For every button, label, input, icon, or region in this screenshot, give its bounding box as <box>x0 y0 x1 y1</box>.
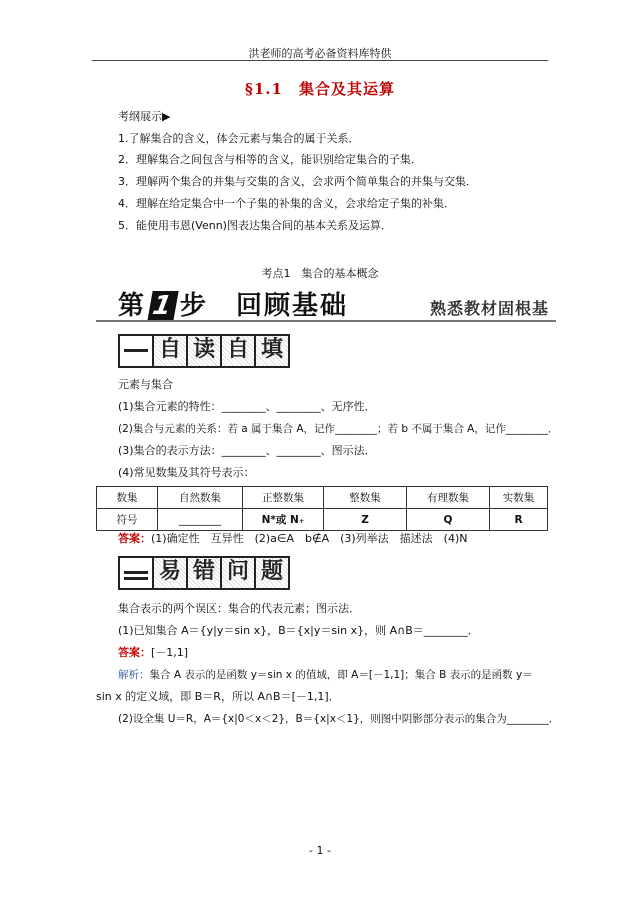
answer-label: 答案： <box>118 532 151 545</box>
section2-dash <box>124 571 148 574</box>
self-read-heading: 元素与集合 <box>118 378 173 391</box>
page-header: 洪老师的高考必备资料库特供 <box>248 47 392 60</box>
step-rule <box>96 320 556 322</box>
self-read-line-2: (2)集合与元素的关系：若 a 属于集合 A，记作________；若 b 不属于集合 A，记作________． <box>118 423 559 435</box>
section1-char-3: 读 <box>186 334 222 368</box>
analysis-line-2: sin x 的定义域，即 B＝R，所以 A∩B＝[－1,1]． <box>96 690 340 703</box>
table-header-cell: 整数集 <box>324 487 407 509</box>
section2-char-1 <box>118 556 154 590</box>
mistake-line-1: 集合表示的两个误区：集合的代表元素；图示法． <box>118 602 360 615</box>
self-read-line-3: (3)集合的表示方法：________、________、图示法． <box>118 444 376 457</box>
page-number: - 1 - <box>309 844 331 857</box>
answer-1 <box>118 532 468 546</box>
self-read-line-1: (1)集合元素的特性：________、________、无序性． <box>118 400 376 413</box>
table-row <box>97 509 548 531</box>
step-banner <box>118 285 348 322</box>
step-post: 步 回顾基础 <box>180 291 349 321</box>
step-number: 1 <box>147 291 178 321</box>
outline-item-4: 4．理解在给定集合中一个子集的补集的含义，会求给定子集的补集． <box>118 197 455 210</box>
outline-item-5: 5．能使用韦恩(Venn)图表达集合间的基本关系及运算． <box>118 219 392 232</box>
section1-char-4: 自 <box>220 334 256 368</box>
table-cell: ________ <box>158 509 243 531</box>
analysis-label: 解析： <box>118 669 150 681</box>
table-cell: N*或 N₊ <box>243 509 324 531</box>
analysis-line-1 <box>118 668 533 682</box>
kaodian-title: 考点1 集合的基本概念 <box>261 267 379 280</box>
table-cell: R <box>490 509 548 531</box>
outline-item-1: 1.了解集合的含义，体会元素与集合的属于关系． <box>118 132 360 145</box>
section1-dash <box>124 349 148 352</box>
outline-label: 考纲展示▶ <box>118 110 171 123</box>
section2-char-4: 问 <box>220 556 256 590</box>
table-cell: 符号 <box>97 509 158 531</box>
outline-item-3: 3．理解两个集合的并集与交集的含义，会求两个简单集合的并集与交集． <box>118 175 477 188</box>
section1-char-5: 填 <box>254 334 290 368</box>
table-cell: Z <box>324 509 407 531</box>
section-title: §1.1 集合及其运算 <box>245 80 395 98</box>
answer-text: (1)确定性 互异性 (2)a∈A b∉A (3)列举法 描述法 (4)N <box>151 532 468 545</box>
section2-char-2: 易 <box>152 556 188 590</box>
section1-char-2: 自 <box>152 334 188 368</box>
table-header-cell: 正整数集 <box>243 487 324 509</box>
answer-text: [－1,1] <box>151 646 189 659</box>
header-rule <box>92 60 548 61</box>
section-banner-1 <box>118 334 288 364</box>
table-header-cell: 有理数集 <box>407 487 490 509</box>
table-header-cell: 实数集 <box>490 487 548 509</box>
analysis-text: 集合 A 表示的是函数 y＝sin x 的值域，即 A＝[－1,1]；集合 B 表示的是函数 y＝ <box>149 669 533 681</box>
mistake-answer <box>118 646 188 660</box>
step-pre: 第 <box>118 291 147 321</box>
table-header-row <box>97 487 548 509</box>
table-header-cell: 数集 <box>97 487 158 509</box>
self-read-line-4: (4)常见数集及其符号表示： <box>118 466 255 479</box>
table-cell: Q <box>407 509 490 531</box>
outline-item-2: 2．理解集合之间包含与相等的含义，能识别给定集合的子集． <box>118 153 422 166</box>
number-set-table <box>96 486 548 531</box>
section-banner-2 <box>118 556 288 586</box>
table-header-cell: 自然数集 <box>158 487 243 509</box>
mistake-line-3: (2)设全集 U＝R，A＝{x|0＜x＜2}，B＝{x|x＜1}，则图中阴影部分表示的集合为________． <box>118 713 560 725</box>
answer-label: 答案： <box>118 646 151 659</box>
section2-char-5: 题 <box>254 556 290 590</box>
mistake-line-2: (1)已知集合 A＝{y|y＝sin x}，B＝{x|y＝sin x}，则 A∩B＝________． <box>118 624 479 637</box>
section2-char-3: 错 <box>186 556 222 590</box>
section1-char-1 <box>118 334 154 368</box>
step-slogan: 熟悉教材固根基 <box>430 299 550 318</box>
